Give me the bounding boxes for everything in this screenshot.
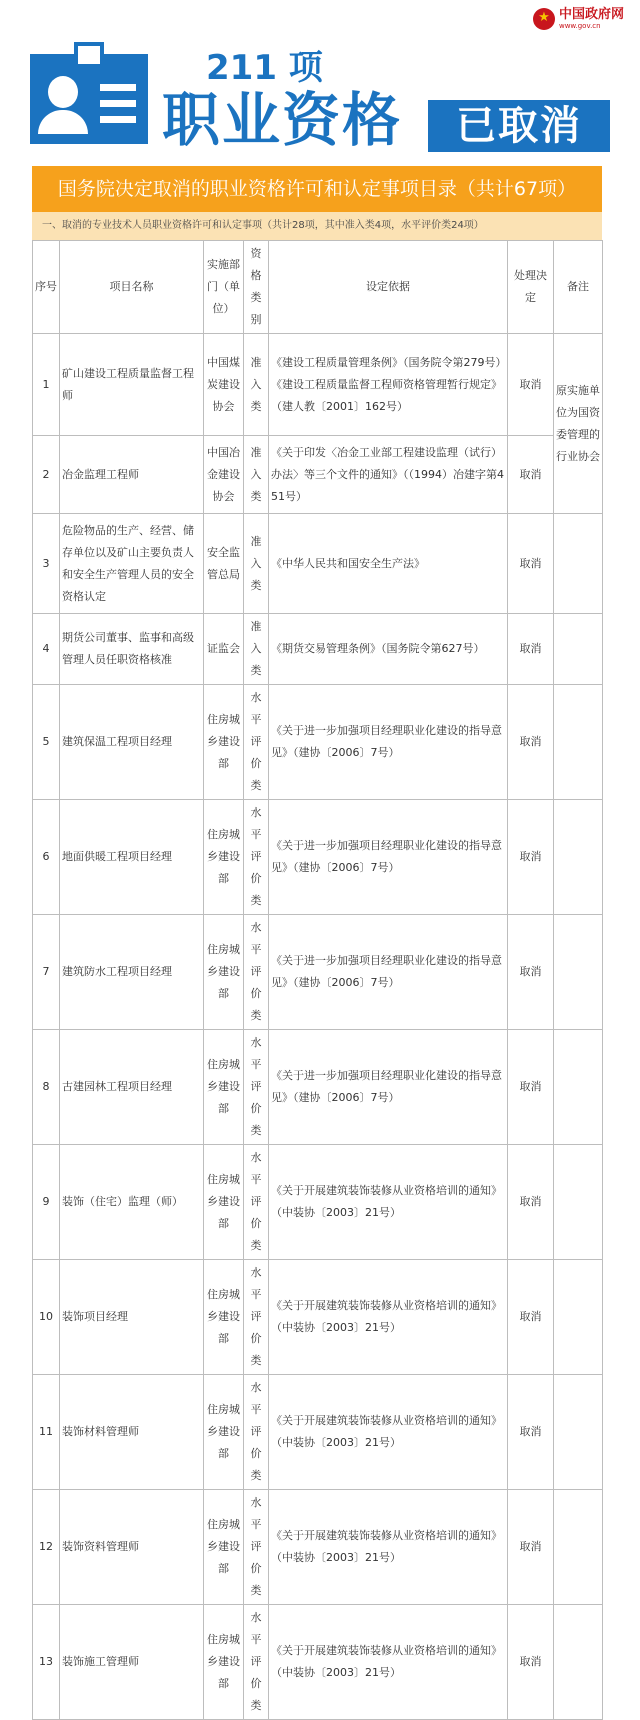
- logo-en: www.gov.cn: [558, 22, 601, 30]
- cell-name: 期货公司董事、监事和高级管理人员任职资格核准: [60, 614, 204, 685]
- cell-no: 4: [33, 614, 60, 685]
- header-note: 备注: [554, 241, 603, 334]
- qualification-table: [32, 240, 603, 1720]
- gov-logo[interactable]: [533, 8, 624, 30]
- cell-dept: 住房城乡建设部: [204, 1605, 244, 1720]
- banner-title: 职业资格: [162, 86, 403, 154]
- cell-type: 准入类: [244, 514, 269, 614]
- cell-name: 冶金监理工程师: [60, 436, 204, 514]
- cell-decision: 取消: [508, 800, 554, 915]
- cell-name: 古建园林工程项目经理: [60, 1030, 204, 1145]
- cell-note: [554, 1490, 603, 1605]
- cell-dept: 中国冶金建设协会: [204, 436, 244, 514]
- cell-dept: 证监会: [204, 614, 244, 685]
- cell-decision: 取消: [508, 1605, 554, 1720]
- cell-no: 2: [33, 436, 60, 514]
- cell-dept: 住房城乡建设部: [204, 800, 244, 915]
- table-row: [33, 915, 603, 1030]
- cell-decision: 取消: [508, 685, 554, 800]
- cell-decision: 取消: [508, 1145, 554, 1260]
- table-row: [33, 514, 603, 614]
- cell-basis: 《期货交易管理条例》（国务院令第627号）: [269, 614, 508, 685]
- cell-type: 水平评价类: [244, 1030, 269, 1145]
- cell-no: 3: [33, 514, 60, 614]
- cell-name: 装饰（住宅）监理（师）: [60, 1145, 204, 1260]
- cell-basis: 《关于开展建筑装饰装修从业资格培训的通知》（中装协〔2003〕21号）: [269, 1490, 508, 1605]
- cell-no: 11: [33, 1375, 60, 1490]
- cell-basis: 《关于开展建筑装饰装修从业资格培训的通知》（中装协〔2003〕21号）: [269, 1375, 508, 1490]
- cell-type: 水平评价类: [244, 1605, 269, 1720]
- cell-type: 水平评价类: [244, 1260, 269, 1375]
- banner-count: 211 项: [206, 48, 323, 88]
- cell-decision: 取消: [508, 436, 554, 514]
- cell-type: 水平评价类: [244, 915, 269, 1030]
- cell-dept: 住房城乡建设部: [204, 1145, 244, 1260]
- header-no: 序号: [33, 241, 60, 334]
- cell-decision: 取消: [508, 1030, 554, 1145]
- cell-no: 13: [33, 1605, 60, 1720]
- cell-note: [554, 1375, 603, 1490]
- table-row: [33, 1145, 603, 1260]
- table-row: [33, 1030, 603, 1145]
- table-row: [33, 685, 603, 800]
- cell-decision: 取消: [508, 1490, 554, 1605]
- table-row: [33, 436, 603, 514]
- cell-dept: 安全监管总局: [204, 514, 244, 614]
- cell-basis: 《关于进一步加强项目经理职业化建设的指导意见》（建协〔2006〕7号）: [269, 915, 508, 1030]
- cell-name: 地面供暖工程项目经理: [60, 800, 204, 915]
- cell-dept: 中国煤炭建设协会: [204, 334, 244, 436]
- cell-dept: 住房城乡建设部: [204, 1260, 244, 1375]
- cell-decision: 取消: [508, 334, 554, 436]
- cell-decision: 取消: [508, 1375, 554, 1490]
- cell-basis: 《关于开展建筑装饰装修从业资格培训的通知》（中装协〔2003〕21号）: [269, 1145, 508, 1260]
- cell-no: 1: [33, 334, 60, 436]
- logo-cn: 中国政府网: [558, 7, 624, 22]
- cell-type: 准入类: [244, 334, 269, 436]
- national-emblem-icon: [533, 8, 555, 30]
- cell-note: [554, 915, 603, 1030]
- header-dept: 实施部门（单位）: [204, 241, 244, 334]
- cell-dept: 住房城乡建设部: [204, 915, 244, 1030]
- cell-note: 原实施单位为国资委管理的行业协会: [554, 334, 603, 514]
- cell-basis: 《关于开展建筑装饰装修从业资格培训的通知》（中装协〔2003〕21号）: [269, 1260, 508, 1375]
- cell-no: 6: [33, 800, 60, 915]
- cell-name: 装饰资料管理师: [60, 1490, 204, 1605]
- cell-decision: 取消: [508, 915, 554, 1030]
- cell-no: 7: [33, 915, 60, 1030]
- cell-note: [554, 1605, 603, 1720]
- cell-note: [554, 514, 603, 614]
- cell-name: 装饰材料管理师: [60, 1375, 204, 1490]
- cell-type: 水平评价类: [244, 1490, 269, 1605]
- cell-basis: 《关于进一步加强项目经理职业化建设的指导意见》（建协〔2006〕7号）: [269, 800, 508, 915]
- cell-type: 水平评价类: [244, 1375, 269, 1490]
- table-row: [33, 614, 603, 685]
- table-row: [33, 1490, 603, 1605]
- cell-note: [554, 1145, 603, 1260]
- table-row: [33, 1260, 603, 1375]
- header-name: 项目名称: [60, 241, 204, 334]
- cell-note: [554, 614, 603, 685]
- cell-basis: 《建设工程质量管理条例》（国务院令第279号）《建设工程质量监督工程师资格管理暂行规定》（建人教〔2001〕162号）: [269, 334, 508, 436]
- id-badge-icon: [30, 54, 148, 144]
- cell-dept: 住房城乡建设部: [204, 685, 244, 800]
- cell-basis: 《中华人民共和国安全生产法》: [269, 514, 508, 614]
- cell-decision: 取消: [508, 514, 554, 614]
- cell-name: 危险物品的生产、经营、储存单位以及矿山主要负责人和安全生产管理人员的安全资格认定: [60, 514, 204, 614]
- cell-note: [554, 1030, 603, 1145]
- section-subtitle: 一、取消的专业技术人员职业资格许可和认定事项（共计28项，其中准入类4项，水平评价类24项）: [32, 212, 602, 240]
- table-row: [33, 334, 603, 436]
- cell-dept: 住房城乡建设部: [204, 1030, 244, 1145]
- cell-type: 准入类: [244, 436, 269, 514]
- cell-name: 矿山建设工程质量监督工程师: [60, 334, 204, 436]
- cell-basis: 《关于印发〈冶金工业部工程建设监理（试行）办法〉等三个文件的通知》（（1994）冶建字第451号）: [269, 436, 508, 514]
- section-title: 国务院决定取消的职业资格许可和认定事项目录（共计67项）: [32, 166, 602, 212]
- cell-no: 5: [33, 685, 60, 800]
- header-type: 资格类别: [244, 241, 269, 334]
- cell-name: 建筑保温工程项目经理: [60, 685, 204, 800]
- banner: [30, 40, 610, 156]
- cell-no: 10: [33, 1260, 60, 1375]
- cell-no: 8: [33, 1030, 60, 1145]
- cell-decision: 取消: [508, 1260, 554, 1375]
- table-row: [33, 800, 603, 915]
- cell-type: 水平评价类: [244, 1145, 269, 1260]
- cell-type: 准入类: [244, 614, 269, 685]
- cell-note: [554, 800, 603, 915]
- header-decision: 处理决定: [508, 241, 554, 334]
- cell-note: [554, 685, 603, 800]
- table-row: [33, 1605, 603, 1720]
- cell-dept: 住房城乡建设部: [204, 1490, 244, 1605]
- cell-name: 建筑防水工程项目经理: [60, 915, 204, 1030]
- cell-basis: 《关于进一步加强项目经理职业化建设的指导意见》（建协〔2006〕7号）: [269, 1030, 508, 1145]
- cell-decision: 取消: [508, 614, 554, 685]
- cell-dept: 住房城乡建设部: [204, 1375, 244, 1490]
- cell-type: 水平评价类: [244, 800, 269, 915]
- cell-no: 9: [33, 1145, 60, 1260]
- cell-basis: 《关于进一步加强项目经理职业化建设的指导意见》（建协〔2006〕7号）: [269, 685, 508, 800]
- banner-status: 已取消: [428, 100, 610, 152]
- header-basis: 设定依据: [269, 241, 508, 334]
- cell-type: 水平评价类: [244, 685, 269, 800]
- cell-name: 装饰施工管理师: [60, 1605, 204, 1720]
- cell-no: 12: [33, 1490, 60, 1605]
- table-row: [33, 1375, 603, 1490]
- cell-basis: 《关于开展建筑装饰装修从业资格培训的通知》（中装协〔2003〕21号）: [269, 1605, 508, 1720]
- cell-name: 装饰项目经理: [60, 1260, 204, 1375]
- cell-note: [554, 1260, 603, 1375]
